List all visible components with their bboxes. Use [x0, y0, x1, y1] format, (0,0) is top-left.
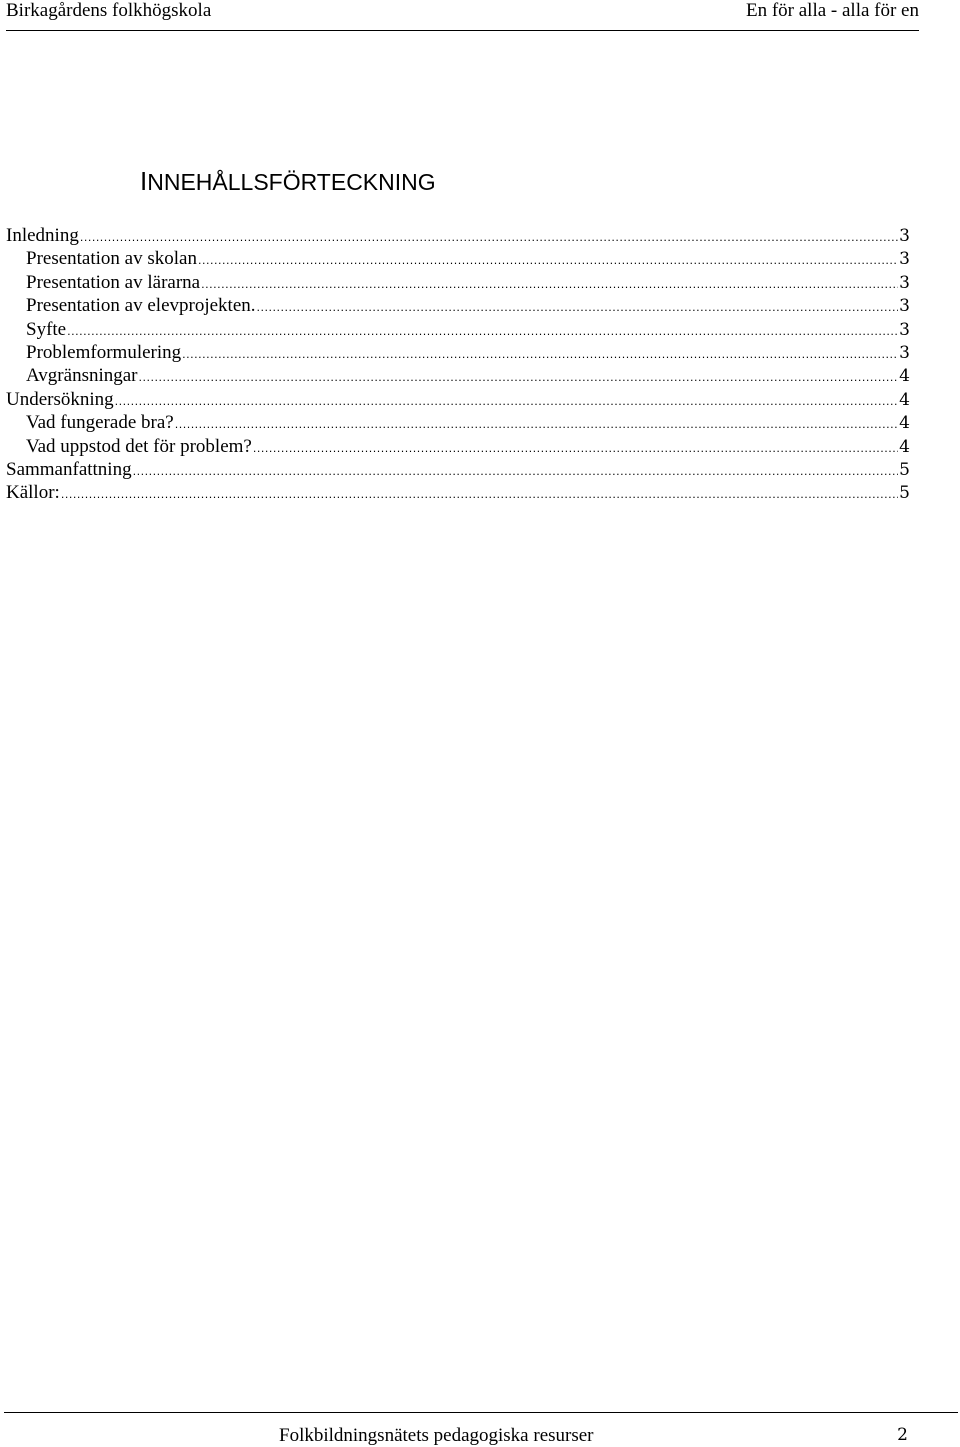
- toc-leader-dots: [133, 460, 899, 483]
- toc-entry-label: Källor:: [6, 482, 60, 504]
- toc-leader-dots: [201, 273, 898, 296]
- toc-entry[interactable]: [6, 294, 910, 317]
- toc-entry-label: Presentation av elevprojekten.: [26, 295, 256, 317]
- header-motto: En för alla - alla för en: [745, 0, 919, 21]
- toc-entry-page: 3: [899, 272, 910, 293]
- toc-leader-dots: [175, 413, 898, 436]
- toc-entry-label: Sammanfattning: [6, 458, 132, 480]
- toc-leader-dots: [139, 366, 899, 389]
- toc-entry-page: 4: [899, 366, 910, 387]
- toc-entry[interactable]: [6, 458, 910, 481]
- footer-text: Folkbildningsnätets pedagogiska resurser: [279, 1425, 594, 1446]
- toc-leader-dots: [61, 483, 898, 506]
- toc-entry[interactable]: [6, 224, 910, 247]
- toc-entry-page: 3: [899, 342, 910, 363]
- toc-entry[interactable]: [6, 411, 910, 434]
- toc-entry-page: 5: [899, 483, 910, 504]
- toc-title: [140, 166, 436, 197]
- toc-entry[interactable]: [6, 388, 910, 411]
- toc-leader-dots: [182, 343, 898, 366]
- toc-entry-page: 3: [899, 319, 910, 340]
- toc-entry-page: 3: [899, 249, 910, 270]
- footer-page-number: 2: [897, 1425, 908, 1445]
- toc-title-initial: I: [140, 166, 148, 196]
- toc-entry-page: 4: [899, 436, 910, 457]
- toc-entry[interactable]: [6, 271, 910, 294]
- toc-leader-dots: [115, 390, 899, 413]
- toc-entry-label: Presentation av lärarna: [26, 271, 201, 293]
- toc-title-rest: NNEHÅLLSFÖRTECKNING: [147, 169, 436, 195]
- toc-entry-label: Avgränsningar: [26, 365, 138, 387]
- header-school-name: Birkagårdens folkhögskola: [6, 0, 212, 21]
- toc-leader-dots: [257, 296, 899, 319]
- toc-entry-page: 4: [899, 413, 910, 434]
- toc-entry-label: Vad fungerade bra?: [26, 412, 174, 434]
- table-of-contents: [6, 224, 910, 505]
- toc-leader-dots: [198, 249, 898, 272]
- toc-entry[interactable]: [6, 364, 910, 387]
- toc-entry-page: 5: [899, 459, 910, 480]
- page-footer: [4, 1412, 958, 1447]
- toc-entry[interactable]: [6, 435, 910, 458]
- page-header: [6, 0, 919, 31]
- toc-leader-dots: [253, 437, 898, 460]
- toc-entry-page: 4: [899, 389, 910, 410]
- toc-entry-label: Undersökning: [6, 388, 114, 410]
- toc-entry-page: 3: [899, 226, 910, 246]
- toc-entry[interactable]: [6, 341, 910, 364]
- toc-entry[interactable]: [6, 481, 910, 504]
- toc-entry[interactable]: [6, 318, 910, 341]
- toc-entry-label: Problemformulering: [26, 341, 182, 363]
- toc-leader-dots: [80, 226, 898, 249]
- toc-entry-label: Syfte: [26, 318, 67, 340]
- toc-entry[interactable]: [6, 247, 910, 270]
- toc-leader-dots: [67, 320, 898, 343]
- toc-entry-label: Inledning: [6, 225, 79, 246]
- toc-entry-page: 3: [899, 296, 910, 317]
- toc-entry-label: Vad uppstod det för problem?: [26, 435, 252, 457]
- toc-entry-label: Presentation av skolan: [26, 248, 197, 270]
